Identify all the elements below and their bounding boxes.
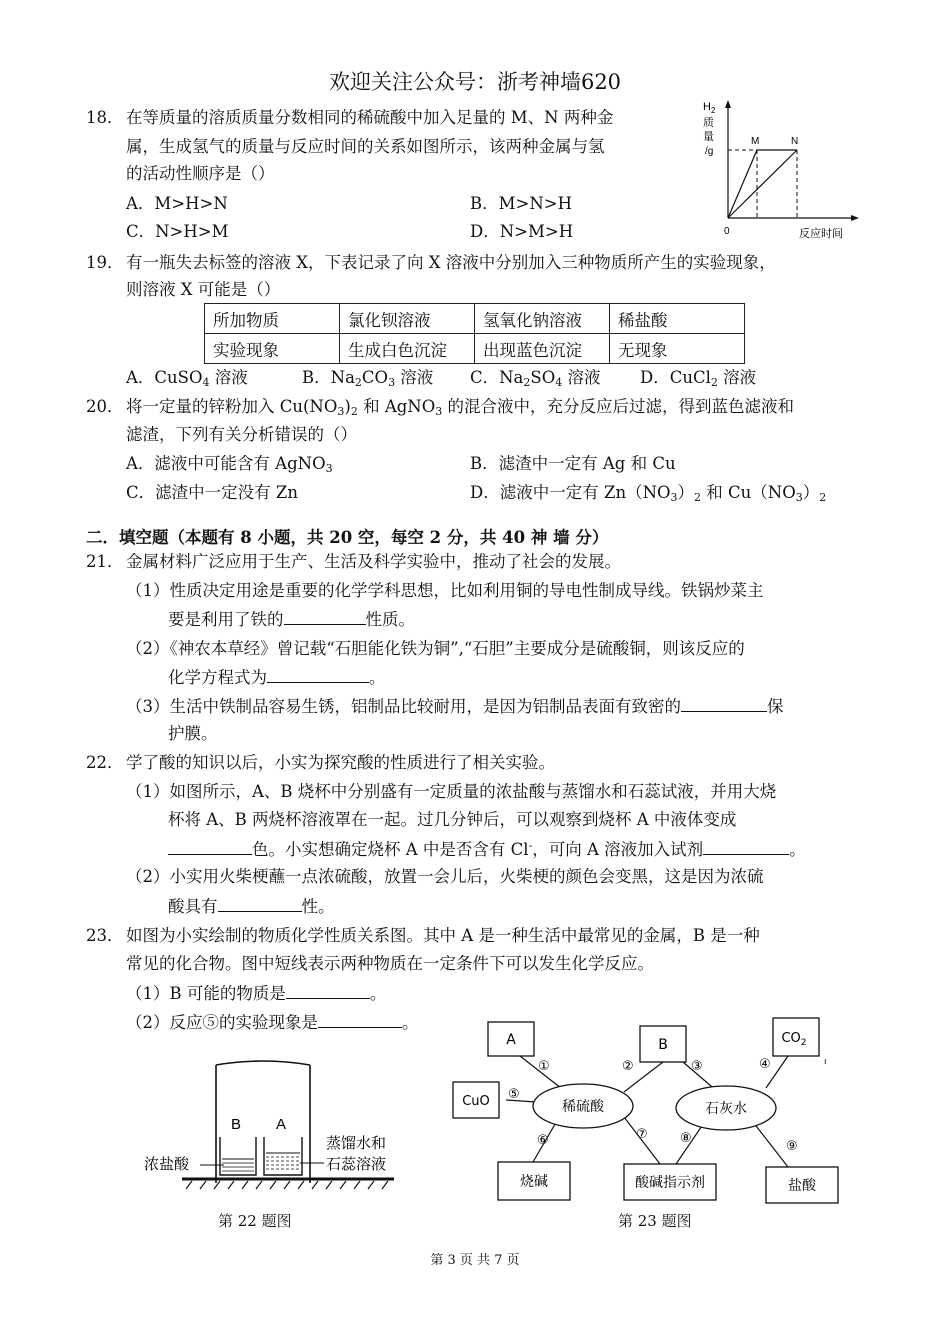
- page-footer: 第 3 页 共 7 页: [430, 1253, 520, 1268]
- node-cuo-label: CuO: [462, 1094, 490, 1109]
- q23-number: 23．: [86, 926, 124, 945]
- graph-y-label-h: $H_2$: [703, 101, 716, 115]
- table-cell: 无现象: [610, 334, 745, 364]
- table-row: [205, 334, 745, 364]
- reaction-1: ①: [538, 1059, 550, 1074]
- q20-line2: 滤渣，下列有关分析错误的（）: [126, 425, 357, 444]
- node-b-label: B: [658, 1037, 668, 1053]
- q18-line3: 的活动性顺序是（）: [126, 164, 275, 183]
- table-cell: 氯化钡溶液: [340, 304, 475, 334]
- table-cell: 氢氧化钠溶液: [475, 304, 610, 334]
- q21-part1-line1: （1）性质决定用途是重要的化学学科思想，比如利用铜的导电性制成导线。铁锅炒菜主: [126, 581, 764, 600]
- graph-x-label: 反应时间: [799, 228, 843, 240]
- table-cell: 稀盐酸: [610, 304, 745, 334]
- q22-part2-line1: （2）小实用火柴梗蘸一点浓硫酸，放置一会儿后，火柴梗的颜色会变黑，这是因为浓硫: [126, 867, 764, 886]
- q19-table: [204, 303, 745, 364]
- q20-option-b: B．滤渣中一定有 Ag 和 Cu: [470, 454, 676, 473]
- node-lime-label: 石灰水: [705, 1101, 747, 1117]
- q22-part2-line2: 酸具有 性。: [168, 897, 335, 916]
- fig22-beakers: [138, 1055, 408, 1195]
- q18-number: 18．: [86, 108, 124, 127]
- q21-part2-line2: 化学方程式为 。: [168, 668, 386, 687]
- answer-blank[interactable]: [681, 696, 767, 712]
- section-heading: 二．填空题（本题有 8 小题，共 20 空，每空 2 分，共 40 神 墙 分）: [86, 528, 609, 547]
- q22-part1-line2: 杯将 A、B 两烧杯溶液罩在一起。过几分钟后，可以观察到烧杯 A 中液体变成: [168, 810, 737, 829]
- fig23-caption: 第 23 题图: [618, 1212, 692, 1230]
- q21-part3-line2: 护膜。: [168, 724, 218, 743]
- answer-blank[interactable]: [267, 667, 369, 683]
- q18-option-c: C．N>H>M: [126, 222, 229, 241]
- q20-number: 20．: [86, 397, 124, 416]
- answer-blank[interactable]: [286, 983, 370, 999]
- node-co2-label: $CO_2$: [781, 1031, 807, 1048]
- reaction-2: ②: [622, 1059, 634, 1074]
- q21-number: 21．: [86, 552, 124, 571]
- q20-option-d: D．滤液中一定有 $Zn(NO_3)_2$ 和 $Cu(NO_3)_2$: [470, 483, 827, 504]
- fig23-diagram: [448, 1012, 848, 1207]
- q19-option-b: B．$Na_2CO_3$ 溶液: [302, 368, 434, 389]
- q22-part1-line1: （1）如图所示，A、B 烧杯中分别盛有一定质量的浓盐酸与蒸馏水和石蕊试液，并用大烧: [126, 782, 777, 801]
- graph-label-n: N: [791, 136, 799, 147]
- q19-option-c: C．$Na_2SO_4$ 溶液: [470, 368, 601, 389]
- q19-option-a: A．CuSO$_4$ 溶液: [126, 368, 248, 389]
- node-hcl-label: 盐酸: [788, 1178, 816, 1194]
- label-concentrated-hcl: 浓盐酸: [144, 1155, 190, 1173]
- node-indicator-label: 酸碱指示剂: [635, 1175, 705, 1191]
- q21-part3-line1: （3）生活中铁制品容易生锈，铝制品比较耐用，是因为铝制品表面有致密的 保: [126, 697, 784, 716]
- q19-line1: 有一瓶失去标签的溶液 X，下表记录了向 X 溶液中分别加入三种物质所产生的实验现象，: [126, 253, 776, 272]
- q18-option-a: A．M>H>N: [126, 194, 228, 213]
- q21-part2-line1: （2）《神农本草经》曾记载“石胆能化铁为铜”,“石胆”主要成分是硫酸铜，则该反应的: [126, 639, 745, 658]
- q18-option-b: B．M>N>H: [470, 194, 572, 213]
- graph-y-label-3: 量: [703, 131, 714, 143]
- table-row: [205, 304, 745, 334]
- reaction-9: ⑨: [786, 1139, 798, 1154]
- reaction-4: ④: [759, 1057, 771, 1072]
- node-a-label: A: [506, 1032, 516, 1048]
- q22-number: 22．: [86, 753, 124, 772]
- table-cell: 生成白色沉淀: [340, 334, 475, 364]
- q21-part1-line2: 要是利用了铁的 性质。: [168, 610, 415, 629]
- reaction-7: ⑦: [636, 1127, 648, 1142]
- q22-part1-line3: 色。小实想确定烧杯 A 中是否含有 Cl-，可向 A 溶液加入试剂 。: [168, 839, 806, 860]
- answer-blank[interactable]: [703, 839, 789, 855]
- label-a: A: [276, 1116, 287, 1133]
- reaction-6: ⑥: [537, 1133, 549, 1148]
- table-cell: 所加物质: [205, 304, 340, 334]
- reaction-5: ⑤: [508, 1087, 520, 1102]
- q20-line1: 将一定量的锌粉加入 $Cu(NO_3)_2$ 和 AgNO$_3$ 的混合液中，充分反应后过滤，得到蓝色滤液和: [126, 397, 795, 418]
- answer-blank[interactable]: [318, 1012, 402, 1028]
- q23-line1: 如图为小实绘制的物质化学性质关系图。其中 A 是一种生活中最常见的金属，B 是一种: [126, 926, 760, 945]
- q18-hydrogen-graph: [695, 98, 875, 243]
- q18-line2: 属，生成氢气的质量与反应时间的关系如图所示，该两种金属与氢: [126, 137, 605, 156]
- reaction-3: ③: [691, 1059, 703, 1074]
- graph-origin: 0: [724, 226, 730, 237]
- q23-part2: （2）反应⑤的实验现象是 。: [126, 1013, 419, 1032]
- graph-y-label-4: /g: [705, 146, 714, 157]
- q19-option-d: D．CuCl$_2$ 溶液: [640, 368, 757, 389]
- page-header: 欢迎关注公众号：浙考神墙620: [328, 70, 622, 94]
- stray-mark: ı: [824, 1057, 827, 1067]
- answer-blank[interactable]: [284, 609, 366, 625]
- q21-intro: 金属材料广泛应用于生产、生活及科学实验中，推动了社会的发展。: [126, 552, 621, 571]
- graph-y-label-2: 质: [703, 117, 714, 129]
- table-cell: 实验现象: [205, 334, 340, 364]
- label-litmus: 石蕊溶液: [326, 1155, 387, 1173]
- q22-intro: 学了酸的知识以后，小实为探究酸的性质进行了相关实验。: [126, 753, 555, 772]
- label-distilled-water: 蒸馏水和: [326, 1134, 387, 1152]
- q19-number: 19．: [86, 253, 124, 272]
- node-base-label: 烧碱: [520, 1174, 548, 1190]
- q18-option-d: D．N>M>H: [470, 222, 574, 241]
- fig22-caption: 第 22 题图: [218, 1212, 292, 1230]
- q23-line2: 常见的化合物。图中短线表示两种物质在一定条件下可以发生化学反应。: [126, 954, 654, 973]
- q18-line1: 在等质量的溶质质量分数相同的稀硫酸中加入足量的 M、N 两种金: [126, 108, 614, 127]
- beaker-b: [220, 1137, 256, 1175]
- q20-option-c: C．滤渣中一定没有 Zn: [126, 483, 298, 502]
- answer-blank[interactable]: [168, 839, 252, 855]
- q23-part1: （1）B 可能的物质是 。: [126, 984, 387, 1003]
- q20-option-a: A．滤液中可能含有 AgNO$_3$: [126, 454, 333, 475]
- q19-line2: 则溶液 X 可能是（）: [126, 280, 281, 299]
- table-cell: 出现蓝色沉淀: [475, 334, 610, 364]
- graph-label-m: M: [751, 136, 760, 147]
- reaction-8: ⑧: [680, 1131, 692, 1146]
- label-b: B: [231, 1116, 242, 1133]
- node-acid-label: 稀硫酸: [562, 1099, 604, 1115]
- answer-blank[interactable]: [218, 896, 302, 912]
